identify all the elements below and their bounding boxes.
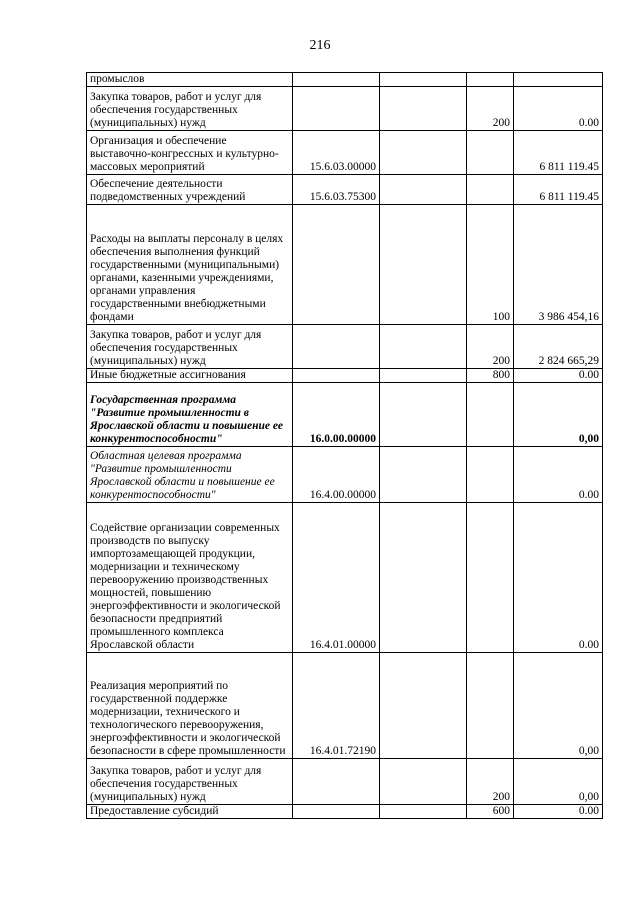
row-sum-cell: 2 824 665,29 <box>514 325 603 369</box>
table-row <box>87 383 603 447</box>
row-name-cell: Расходы на выплаты персоналу в целях обеспечения выполнения функций государственными (муниципальными) органами, казенными учреждениями, органами управления государственными внебюджетными фондами <box>87 205 293 325</box>
row-name-cell: Организация и обеспечение выставочно-конгрессных и культурно-массовых мероприятий <box>87 131 293 175</box>
row-code-cell: 15.6.03.75300 <box>293 175 380 205</box>
row-name-cell: Реализация мероприятий по государственной поддержке модернизации, технического и технологического перевооружения, энергоэффективности и экологической безопасности в сфере промышленности <box>87 653 293 759</box>
row-name-cell: Закупка товаров, работ и услуг для обеспечения государственных (муниципальных) нужд <box>87 325 293 369</box>
row-name-cell: Областная целевая программа "Развитие промышленности Ярославской области и повышение ее конкурентоспособности" <box>87 447 293 503</box>
row-empty-cell <box>380 759 467 805</box>
row-empty-cell <box>380 383 467 447</box>
row-code-cell <box>293 805 380 819</box>
row-type-cell: 600 <box>467 805 514 819</box>
row-type-cell: 200 <box>467 325 514 369</box>
table-row <box>87 653 603 759</box>
row-code-cell: 15.6.03.00000 <box>293 131 380 175</box>
row-empty-cell <box>380 447 467 503</box>
row-sum-cell <box>514 73 603 87</box>
row-type-cell: 200 <box>467 759 514 805</box>
row-type-cell: 100 <box>467 205 514 325</box>
table-row <box>87 205 603 325</box>
budget-table-body <box>87 73 603 819</box>
row-sum-cell: 0.00 <box>514 503 603 653</box>
row-sum-cell: 0.00 <box>514 369 603 383</box>
table-row <box>87 369 603 383</box>
row-code-cell <box>293 87 380 131</box>
row-name-cell: Закупка товаров, работ и услуг для обеспечения государственных (муниципальных) нужд <box>87 87 293 131</box>
row-empty-cell <box>380 503 467 653</box>
row-type-cell <box>467 175 514 205</box>
row-name-cell: Предоставление субсидий <box>87 805 293 819</box>
row-empty-cell <box>380 87 467 131</box>
table-row <box>87 503 603 653</box>
row-empty-cell <box>380 325 467 369</box>
row-name-cell: промыслов <box>87 73 293 87</box>
row-type-cell <box>467 653 514 759</box>
table-row <box>87 175 603 205</box>
row-empty-cell <box>380 131 467 175</box>
row-code-cell <box>293 325 380 369</box>
row-code-cell <box>293 205 380 325</box>
row-sum-cell: 6 811 119.45 <box>514 175 603 205</box>
row-empty-cell <box>380 653 467 759</box>
row-type-cell <box>467 73 514 87</box>
budget-table <box>86 72 603 819</box>
table-row <box>87 759 603 805</box>
row-name-cell: Закупка товаров, работ и услуг для обеспечения государственных (муниципальных) нужд <box>87 759 293 805</box>
row-type-cell <box>467 447 514 503</box>
row-type-cell <box>467 383 514 447</box>
row-sum-cell: 3 986 454,16 <box>514 205 603 325</box>
row-sum-cell: 6 811 119.45 <box>514 131 603 175</box>
row-sum-cell: 0,00 <box>514 759 603 805</box>
table-row <box>87 325 603 369</box>
row-empty-cell <box>380 805 467 819</box>
row-name-cell: Содействие организации современных производств по выпуску импортозамещающей продукции, модернизации и техническому перевооружению производственных мощностей, повышению энергоэффективности и экологической безопасности предприятий промышленного комплекса Ярославской области <box>87 503 293 653</box>
row-type-cell: 800 <box>467 369 514 383</box>
row-sum-cell: 0,00 <box>514 383 603 447</box>
row-code-cell: 16.4.00.00000 <box>293 447 380 503</box>
row-empty-cell <box>380 73 467 87</box>
row-code-cell <box>293 759 380 805</box>
table-row <box>87 87 603 131</box>
row-empty-cell <box>380 175 467 205</box>
row-type-cell <box>467 503 514 653</box>
row-code-cell <box>293 369 380 383</box>
row-name-cell: Государственная программа "Развитие промышленности в Ярославской области и повышение ее конкурентоспособности" <box>87 383 293 447</box>
row-empty-cell <box>380 369 467 383</box>
row-type-cell: 200 <box>467 87 514 131</box>
row-code-cell: 16.4.01.72190 <box>293 653 380 759</box>
row-sum-cell: 0.00 <box>514 87 603 131</box>
row-sum-cell: 0,00 <box>514 653 603 759</box>
table-row <box>87 447 603 503</box>
row-code-cell: 16.4.01.00000 <box>293 503 380 653</box>
row-type-cell <box>467 131 514 175</box>
row-name-cell: Обеспечение деятельности подведомственных учреждений <box>87 175 293 205</box>
page-number: 216 <box>309 38 331 53</box>
row-empty-cell <box>380 205 467 325</box>
row-code-cell: 16.0.00.00000 <box>293 383 380 447</box>
row-name-cell: Иные бюджетные ассигнования <box>87 369 293 383</box>
table-row <box>87 131 603 175</box>
row-sum-cell: 0.00 <box>514 447 603 503</box>
table-row <box>87 73 603 87</box>
table-row <box>87 805 603 819</box>
row-sum-cell: 0.00 <box>514 805 603 819</box>
row-code-cell <box>293 73 380 87</box>
